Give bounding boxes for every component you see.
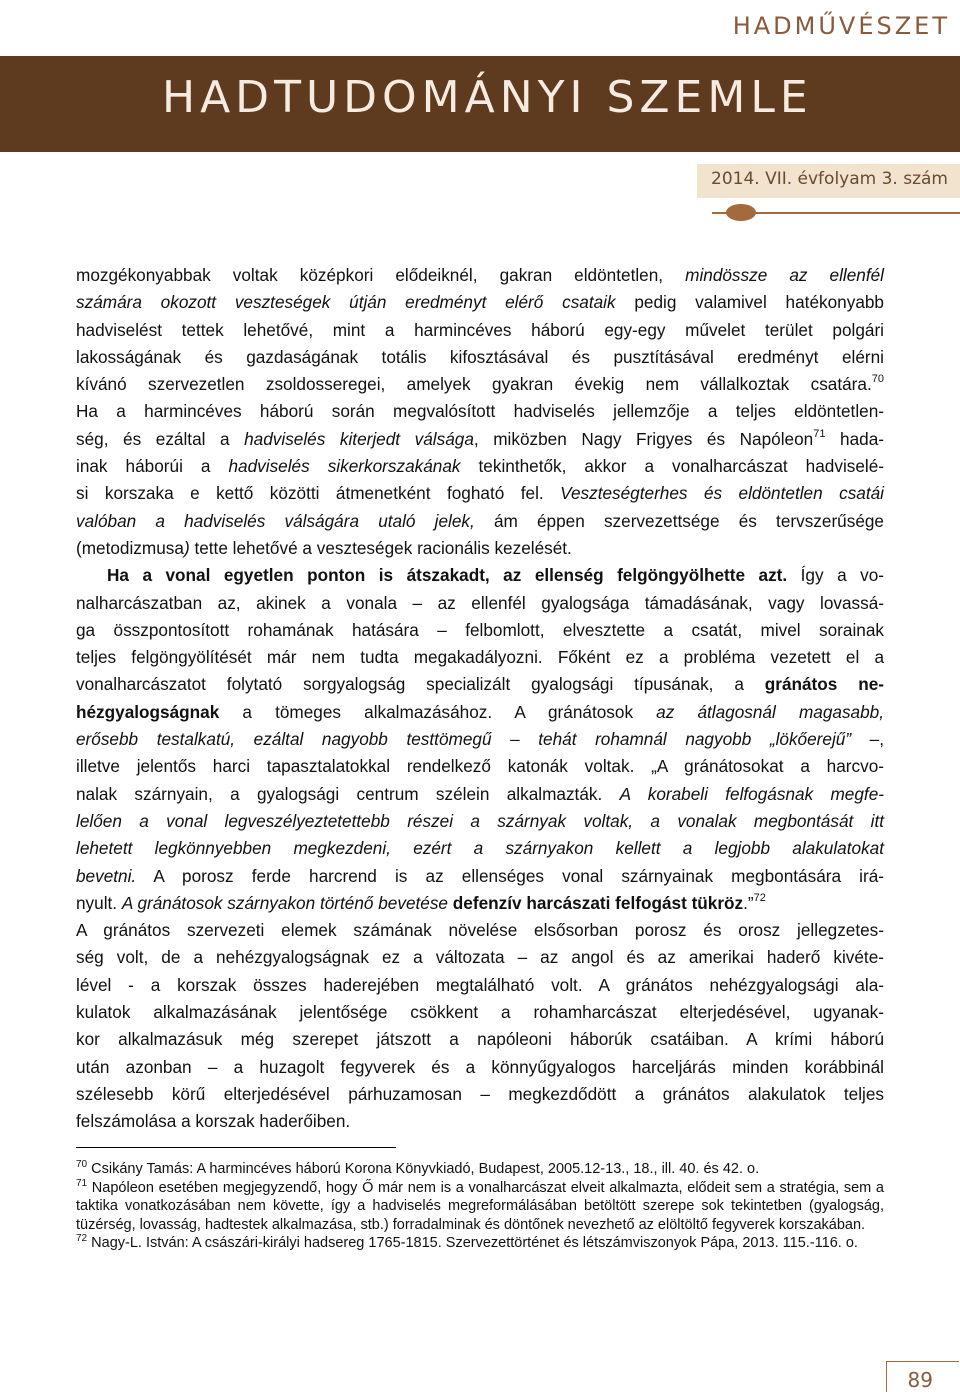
body-line bbox=[76, 562, 884, 589]
body-line bbox=[76, 863, 884, 890]
text-run: ség volt, de a nehézgyalogságnak ez a változata – az angol és az amerikai haderő kivéte- bbox=[76, 947, 884, 968]
text-run: hadviselés sikerkorszakának bbox=[228, 456, 461, 477]
text-run: hada- bbox=[825, 428, 885, 449]
body-line bbox=[76, 453, 884, 480]
body-line bbox=[76, 944, 884, 971]
body-line bbox=[76, 699, 884, 726]
text-run: hadviselést tettek lehetővé, mint a harmincéves háború egy-egy művelet terület polgári bbox=[76, 319, 884, 340]
text-run: nalharcászatban az, akinek a vonala – az ellenfél gyalogsága támadásának, vagy lovassá- bbox=[76, 592, 884, 613]
text-run: az átlagosnál magasabb, bbox=[656, 701, 884, 722]
text-run: szélesebb körű elterjedésével párhuzamosan – megkezdődött a gránátos alakulatok teljes bbox=[76, 1083, 884, 1104]
text-run: lelően a vonal legveszélyeztetettebb részei a szárnyak voltak, a vonalak megbontását itt bbox=[76, 810, 884, 831]
body-line bbox=[76, 590, 884, 617]
body-line bbox=[76, 781, 884, 808]
text-run: mozgékonyabbak voltak középkori elődeiknél, gakran eldöntetlen, bbox=[76, 265, 686, 285]
footnote bbox=[76, 1160, 884, 1179]
text-run: defenzív harcászati felfogást tükröz bbox=[452, 892, 744, 913]
footnote-number: 71 bbox=[76, 1177, 88, 1189]
text-run: kulatok alkalmazásának jelentősége csökkent a rohamharcászat elterjedésével, ugyanak- bbox=[76, 1002, 884, 1023]
body-line bbox=[76, 808, 884, 835]
footnote-text: Nagy-L. István: A császári-királyi hadsereg 1765-1815. Szervezettörténet és létszámviszonyok Pápa, 2013. 115.-116. o. bbox=[87, 1235, 858, 1251]
text-run: Ha a vonal egyetlen ponton is átszakadt, az ellenség felgöngyölhette azt. bbox=[107, 565, 788, 586]
text-run: Veszteségterhes és eldöntetlen csatái bbox=[560, 483, 885, 504]
body-line bbox=[76, 999, 884, 1026]
body-line bbox=[76, 1054, 884, 1081]
page-number-box bbox=[886, 1361, 959, 1392]
body-line bbox=[76, 480, 884, 507]
body-line bbox=[76, 617, 884, 644]
text-run: kor alkalmazásuk még szerepet játszott a napóleoni háborúk csatáiban. A krími háború bbox=[76, 1029, 884, 1050]
text-run: inak háborúi a bbox=[76, 456, 229, 477]
text-run: vonalharcászatot folytató sorgyalogság specializált gyalogsági típusának, a bbox=[76, 674, 765, 695]
text-run: ám éppen szervezettsége és tervszerűsége bbox=[474, 510, 884, 531]
footnote bbox=[76, 1179, 884, 1235]
text-run: bevetni. bbox=[76, 865, 137, 886]
issue-label: 2014. VII. évfolyam 3. szám bbox=[711, 169, 948, 189]
text-run: kívánó szervezetlen zsoldosseregei, amelyek gyakran évekig nem vállalkoztak csatára. bbox=[76, 374, 872, 395]
footnote-text: Csikány Tamás: A harmincéves háború Korona Könyvkiadó, Budapest, 2005.12-13., 18., ill. 40. és 42. o. bbox=[87, 1161, 760, 1177]
text-run: felszámolása a korszak haderőiben. bbox=[76, 1111, 351, 1132]
body-line bbox=[76, 671, 884, 698]
body-line bbox=[76, 644, 884, 671]
text-run: erősebb testalkatú, ezáltal nagyobb testtömegű – tehát rohamnál nagyobb „lökőerejű” bbox=[76, 729, 852, 750]
text-run: lehetett legkönnyebben megkezdeni, ezért a szárnyakon kellett a legjobb alakulatokat bbox=[76, 838, 884, 859]
text-run: .” bbox=[743, 892, 754, 913]
text-run: A korabeli felfogásnak megfe- bbox=[619, 783, 884, 804]
text-run: ) bbox=[183, 537, 190, 558]
article-body bbox=[76, 262, 884, 1136]
text-run: hadviselés kiterjedt válsága bbox=[244, 428, 474, 449]
text-run: A gránátos szervezeti elemek számának növelése elsősorban porosz és orosz jellegzetes- bbox=[76, 920, 884, 941]
text-run: si korszaka e kettő közötti átmenetként fogható fel. bbox=[76, 483, 561, 504]
footnote-number: 72 bbox=[76, 1233, 88, 1244]
body-line bbox=[76, 426, 884, 453]
footnote-separator bbox=[76, 1147, 396, 1148]
text-run: gránátos ne- bbox=[764, 674, 884, 695]
footnotes bbox=[76, 1160, 884, 1253]
body-line bbox=[76, 1081, 884, 1108]
text-run: a tömeges alkalmazásához. A gránátosok bbox=[219, 701, 657, 722]
body-line bbox=[76, 1026, 884, 1053]
text-run: teljes felgöngyölítését már nem tudta megakadályozni. bbox=[76, 647, 558, 668]
text-run: nalak szárnyain, a gyalogsági centrum szélein alkalmazták. bbox=[76, 783, 620, 804]
text-run: ség, és ezáltal a bbox=[76, 428, 245, 449]
footnote bbox=[76, 1234, 884, 1253]
text-run: nyult. bbox=[76, 892, 122, 913]
body-line bbox=[76, 371, 884, 398]
text-run: Így a vo- bbox=[787, 565, 884, 586]
body-line bbox=[76, 726, 884, 753]
footnote-text: Napóleon esetében megjegyzendő, hogy Ő már nem is a vonalharcászat elveit alkalmazta, elődeit sem a stratégia, sem a taktika vonatkozásában nem követte, így a hadviselés megreformálásában betöltött szerepe sok tekintetben (gyalogság, tüzérség, lovasság, hadtestek alkalmazása, stb.) forradalminak és döntőnek nevezhető az elöltöltő fegyverek korszakában. bbox=[76, 1179, 884, 1233]
text-run: után azonban – a huzagolt fegyverek és a könnyűgyalogos harceljárás minden korábbinál bbox=[76, 1056, 884, 1077]
footnote-ref: 71 bbox=[813, 427, 826, 440]
body-line bbox=[76, 262, 884, 289]
page-number: 89 bbox=[907, 1368, 933, 1392]
text-run: , miközben Nagy Frigyes és Napóleon bbox=[473, 428, 814, 449]
body-line bbox=[76, 835, 884, 862]
text-run: A porosz ferde harcrend is az ellenséges vonal szárnyainak megbontására irá- bbox=[136, 865, 884, 886]
body-line bbox=[76, 972, 884, 999]
text-run: illetve jelentős harci tapasztalatokkal rendelkező katonák voltak. „A gránátosokat a harcvo- bbox=[76, 756, 884, 777]
body-line bbox=[76, 917, 884, 944]
text-run: –, bbox=[851, 729, 884, 750]
text-run: tette lehetővé a veszteségek racionális kezelését. bbox=[189, 537, 572, 558]
text-run: lével - a korszak összes haderejében megtalálható volt. A gránátos nehézgyalogsági ala- bbox=[76, 974, 884, 995]
footnote-ref: 72 bbox=[753, 891, 766, 904]
body-line bbox=[76, 890, 884, 917]
footnote-ref: 70 bbox=[871, 373, 884, 386]
text-run: Ha a harmincéves háború során megvalósított hadviselés jellemzője a teljes eldöntetlen- bbox=[76, 401, 884, 422]
section-label: HADMŰVÉSZET bbox=[732, 12, 950, 40]
footnote-number: 70 bbox=[76, 1159, 88, 1170]
body-line bbox=[76, 535, 884, 562]
text-run: ga összpontosított rohamának hatására – felbomlott, elvesztette a csatát, mivel sorainak bbox=[76, 619, 884, 640]
text-run: (metodizmusa bbox=[76, 537, 184, 558]
text-run: mindössze az ellenfél bbox=[685, 265, 885, 285]
body-line bbox=[76, 753, 884, 780]
text-run: pedig valamivel hatékonyabb bbox=[615, 292, 884, 313]
text-run: A gránátosok szárnyakon történő bevetése bbox=[121, 892, 448, 913]
body-line bbox=[76, 1108, 884, 1135]
text-run: hézgyalogságnak bbox=[76, 701, 220, 722]
text-run: valóban a hadviselés válságára utaló jelek, bbox=[76, 510, 475, 531]
body-line bbox=[76, 508, 884, 535]
body-line bbox=[76, 289, 884, 316]
text-run: lakosságának és gazdaságának totális kifosztásával és pusztításával eredményt elérni bbox=[76, 346, 884, 367]
text-run: számára okozott veszteségek útján eredményt elérő csataik bbox=[76, 292, 616, 313]
text-run: Főként ez a probléma vezetett el a bbox=[557, 647, 885, 668]
issue-bar bbox=[697, 164, 960, 198]
body-line bbox=[76, 344, 884, 371]
text-run: tekinthetők, akkor a vonalharcászat hadviselé- bbox=[460, 456, 885, 477]
journal-banner bbox=[0, 56, 960, 152]
decorative-ellipse bbox=[726, 204, 756, 221]
body-line bbox=[76, 317, 884, 344]
journal-title: HADTUDOMÁNYI SZEMLE bbox=[162, 72, 813, 123]
body-line bbox=[76, 398, 884, 425]
